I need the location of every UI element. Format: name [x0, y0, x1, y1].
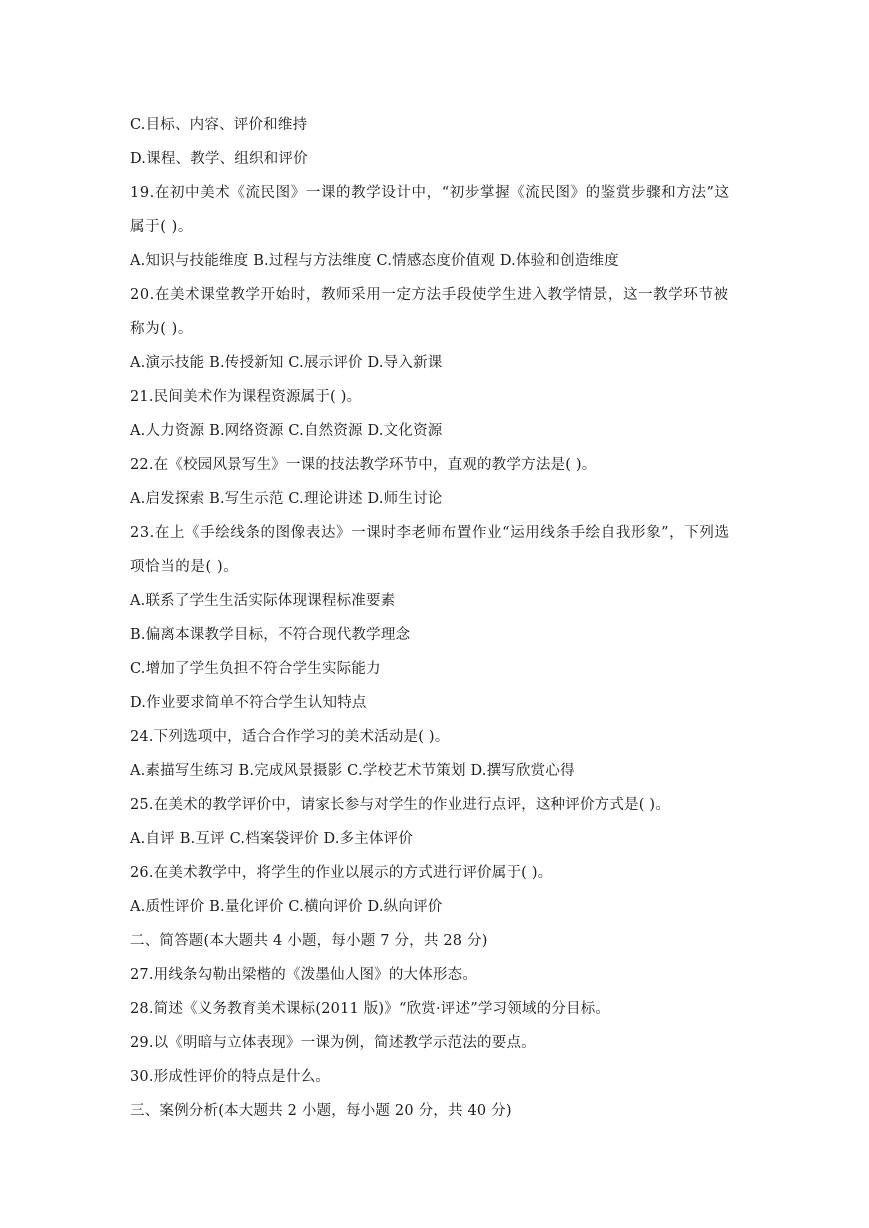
section-heading: 三、案例分析(本大题共 2 小题，每小题 20 分，共 40 分): [130, 1103, 512, 1119]
option-text: A.联系了学生生活实际体现课程标准要素: [130, 593, 396, 609]
question-stem: 19.在初中美术《流民图》一课的教学设计中，“初步掌握《流民图》的鉴赏步骤和方法”这属于( )。: [130, 185, 730, 235]
option-text: D.课程、教学、组织和评价: [130, 151, 308, 167]
question-stem: 20.在美术课堂教学开始时，教师采用一定方法手段使学生进入教学情景，这一教学环节被称为( )。: [130, 287, 729, 337]
question-stem: 30.形成性评价的特点是什么。: [130, 1069, 331, 1085]
option-text: D.作业要求简单不符合学生认知特点: [130, 695, 367, 711]
exam-content: [130, 108, 742, 1128]
question-stem: 23.在上《手绘线条的图像表达》一课时李老师布置作业“运用线条手绘自我形象”，下列选项恰当的是( )。: [130, 525, 730, 575]
question-stem: 24.下列选项中，适合合作学习的美术活动是( )。: [130, 729, 450, 745]
question-stem: 26.在美术教学中，将学生的作业以展示的方式进行评价属于( )。: [130, 865, 553, 881]
question-stem: 27.用线条勾勒出梁楷的《泼墨仙人图》的大体形态。: [130, 967, 478, 983]
question-stem: 25.在美术的教学评价中，请家长参与对学生的作业进行点评，这种评价方式是( )。: [130, 797, 670, 813]
option-text: A.启发探索 B.写生示范 C.理论讲述 D.师生讨论: [130, 491, 443, 507]
option-text: A.人力资源 B.网络资源 C.自然资源 D.文化资源: [130, 423, 443, 439]
option-text: A.质性评价 B.量化评价 C.横向评价 D.纵向评价: [130, 899, 443, 915]
option-text: C.目标、内容、评价和维持: [130, 117, 308, 133]
option-text: A.素描写生练习 B.完成风景摄影 C.学校艺术节策划 D.撰写欣赏心得: [130, 763, 575, 779]
question-stem: 22.在《校园风景写生》一课的技法教学环节中，直观的教学方法是( )。: [130, 457, 597, 473]
option-text: A.演示技能 B.传授新知 C.展示评价 D.导入新课: [130, 355, 443, 371]
option-text: A.知识与技能维度 B.过程与方法维度 C.情感态度价值观 D.体验和创造维度: [130, 253, 619, 269]
question-stem: 29.以《明暗与立体表现》一课为例，简述教学示范法的要点。: [130, 1035, 536, 1051]
question-stem: 21.民间美术作为课程资源属于( )。: [130, 389, 362, 405]
option-text: C.增加了学生负担不符合学生实际能力: [130, 661, 381, 677]
section-heading: 二、简答题(本大题共 4 小题，每小题 7 分，共 28 分): [130, 933, 488, 949]
option-text: A.自评 B.互评 C.档案袋评价 D.多主体评价: [130, 831, 414, 847]
option-text: B.偏离本课教学目标，不符合现代教学理念: [130, 627, 411, 643]
question-stem: 28.简述《义务教育美术课标(2011 版)》“欣赏·评述”学习领域的分目标。: [130, 1001, 611, 1017]
